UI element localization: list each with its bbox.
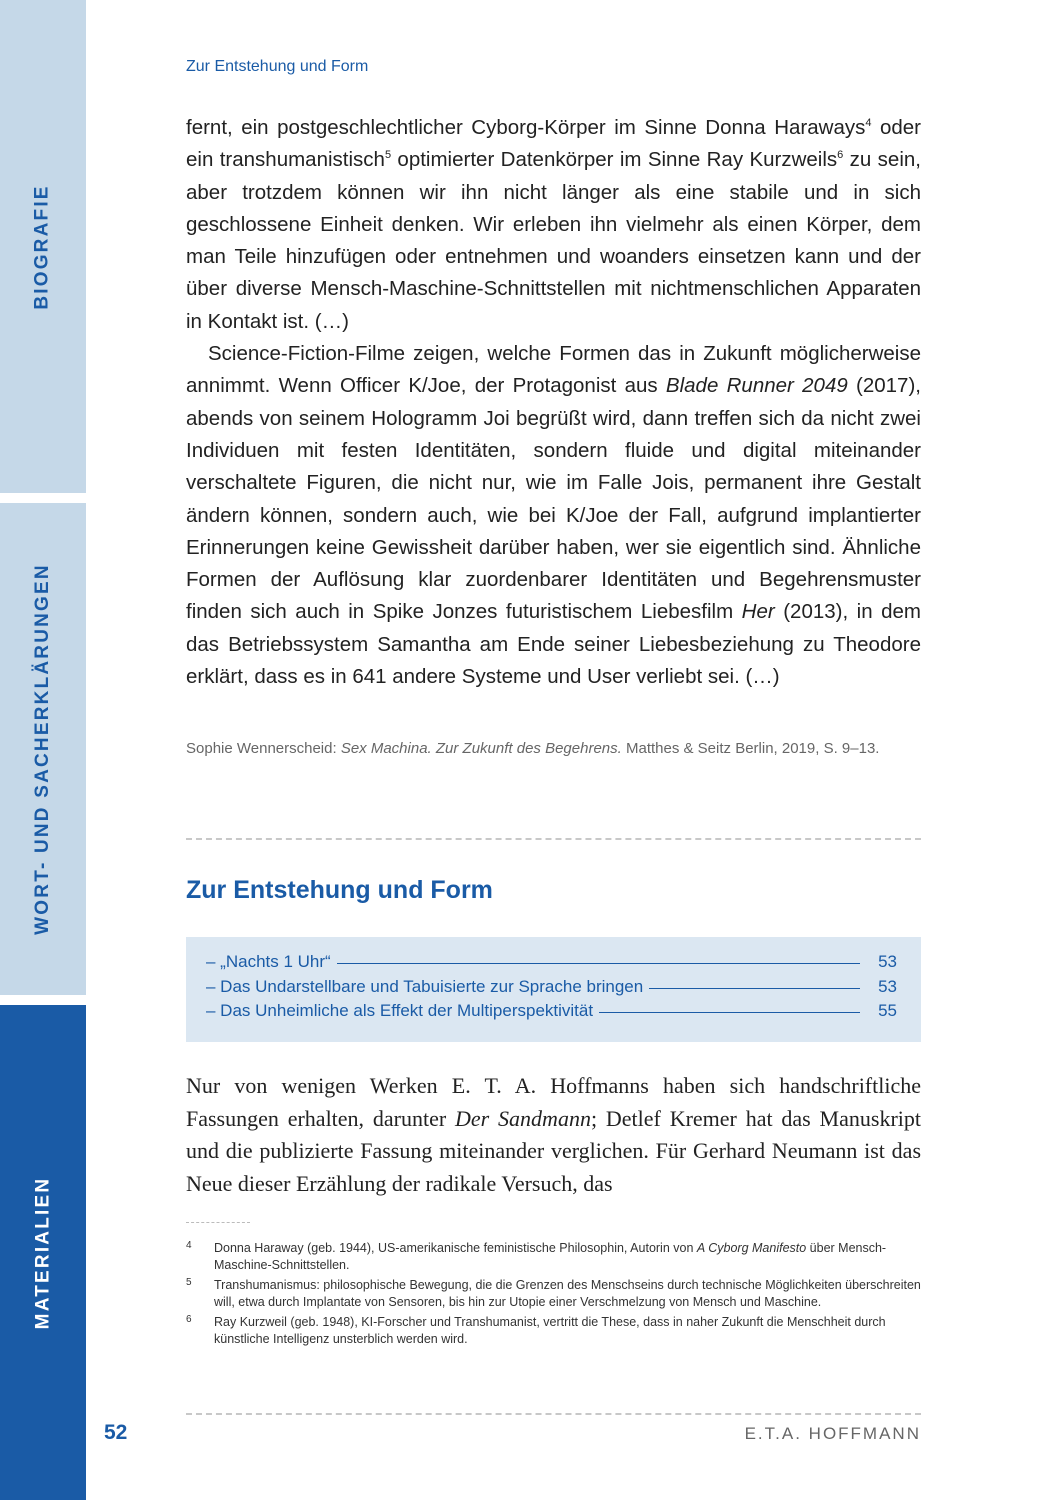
quote-text: optimierter Datenkörper im Sinne Ray Kurzweils: [391, 148, 838, 172]
quote-text: zu sein, aber trotzdem können wir ihn nicht länger als eine stabile und in sich geschlossene Einheit denken. Wir erleben ihn vielmehr als einen Körper, dem man Teile hinzufügen oder entnehmen und woanders einsetzen kann und der über diverse Mensch-Maschine-Schnittstellen mit nichtmenschlichen Apparaten in Kontakt ist. (…): [186, 148, 921, 333]
sidebar-tabs: [0, 0, 86, 1500]
quote-text: oder ein transhumanistisch: [186, 116, 921, 172]
toc-leader-line: [337, 963, 860, 964]
footnote-text: Donna Haraway (geb. 1944), US-amerikanische feministische Philosophin, Autorin von A Cyborg Manifesto über Mensch-Maschine-Schnittstellen.: [214, 1241, 887, 1272]
toc-entry-label: – Das Undarstellbare und Tabuisierte zur Sprache bringen: [206, 976, 644, 996]
toc-entry-label: – „Nachts 1 Uhr“: [206, 952, 331, 971]
table-of-contents: [186, 937, 921, 1042]
quote-text: fernt, ein postgeschlechtlicher Cyborg-Körper im Sinne Donna Haraways: [186, 116, 866, 139]
source-citation: [186, 737, 921, 761]
film-title: Blade Runner 2049: [665, 374, 848, 398]
quote-block: [186, 112, 921, 693]
source-title: Sex Machina. Zur Zukunft des Begehrens.: [340, 740, 622, 757]
footer-divider: [186, 1413, 921, 1415]
tab-materialien-label: MATERIALIEN: [32, 1176, 53, 1329]
footer-author: E.T.A. HOFFMANN: [744, 1424, 921, 1443]
body-text: Nur von wenigen Werken E. T. A. Hoffmanns haben sich handschriftliche Fassungen erhalten, darunter: [186, 1073, 921, 1131]
tab-biografie[interactable]: [0, 0, 86, 493]
quote-text: (2013), in dem das Betriebssystem Samantha am Ende seiner Liebesbeziehung zu Theodore erklärt, dass es in 641 andere Systeme und User verliebt sei. (…): [186, 600, 921, 689]
footnote-text: Ray Kurzweil (geb. 1948), KI-Forscher und Transhumanist, vertritt die These, dass in naher Zukunft die Menschheit durch künstliche Intelligenz unsterblich werden wird.: [214, 1315, 886, 1346]
tab-materialien[interactable]: [0, 1005, 86, 1500]
footnote-4: [186, 1240, 921, 1274]
footnote-ref-5[interactable]: 5: [384, 149, 392, 162]
toc-entry-page: 53: [878, 952, 897, 971]
film-title: Her: [741, 600, 775, 624]
quote-paragraph-1: [186, 112, 921, 338]
footnotes: [186, 1240, 921, 1351]
quote-text: (2017), abends von seinem Hologramm Joi begrüßt wird, dann treffen sich da nicht zwei Individuen mit festen Identitäten, sondern fluide und digital miteinander verschaltete Figuren, die nicht nur, wie im Falle Jois, permanent ihre Gestalt ändern können, sondern auch, wie bei K/Joe der Fall, aufgrund implantierter Erinnerungen keine Gewissheit darüber haben, wer sie eigentlich sind. Ähnliche Formen der Auflösung klar zuordenbarer Identitäten und Begehrensmuster finden sich auch in Spike Jonzes futuristischem Liebesfilm: [186, 374, 921, 624]
section-title: Zur Entstehung und Form: [186, 876, 493, 904]
footnote-rule: [186, 1222, 250, 1223]
quote-text: Science-Fiction-Filme zeigen, welche Formen das in Zukunft möglicherweise annimmt. Wenn Officer K/Joe, der Protagonist aus: [186, 342, 921, 398]
tab-biografie-label: BIOGRAFIE: [32, 183, 54, 310]
running-head: Zur Entstehung und Form: [186, 58, 369, 75]
toc-entry[interactable]: [206, 950, 897, 975]
toc-entry[interactable]: [206, 999, 897, 1024]
tab-wort-und-sacherklaerungen[interactable]: [0, 503, 86, 995]
toc-leader-line: [599, 1012, 860, 1013]
footnote-text: Transhumanismus: philosophische Bewegung, die die Grenzen des Menschseins durch technische Möglichkeiten überschreiten will, etwa durch Implantate von Sensoren, bis hin zur Utopie einer Verschmelzung von Mensch und Maschine.: [214, 1278, 921, 1309]
footnote-6: [186, 1314, 921, 1348]
tab-wort-label: WORT- UND SACHERKLÄRUNGEN: [32, 563, 53, 935]
toc-entry-page: 53: [878, 976, 897, 996]
work-title: Der Sandmann: [455, 1105, 591, 1131]
footnote-number: 6: [186, 1314, 192, 1325]
toc-entry[interactable]: [206, 975, 897, 1000]
section-divider: [186, 838, 921, 840]
page-number: 52: [104, 1421, 128, 1444]
body-text: ; Detlef Kremer hat das Manuskript und die publizierte Fassung miteinander verglichen. Für Gerhard Neumann ist das Neue dieser Erzählung der radikale Versuch, das: [186, 1105, 921, 1196]
footnote-number: 4: [186, 1240, 192, 1251]
footnote-ref-4[interactable]: 4: [865, 117, 872, 130]
source-author: Sophie Wennerscheid:: [186, 740, 341, 757]
body-paragraph: [186, 1070, 921, 1200]
toc-entry-label: – Das Unheimliche als Effekt der Multiperspektivität: [206, 1001, 594, 1020]
toc-entry-page: 55: [878, 1001, 897, 1020]
footnote-ref-6[interactable]: 6: [837, 149, 844, 162]
source-publisher: Matthes & Seitz Berlin, 2019, S. 9–13.: [621, 740, 880, 757]
toc-leader-line: [649, 988, 860, 989]
quote-paragraph-2: [186, 338, 921, 693]
footnote-number: 5: [186, 1277, 192, 1288]
footnote-5: [186, 1277, 921, 1311]
